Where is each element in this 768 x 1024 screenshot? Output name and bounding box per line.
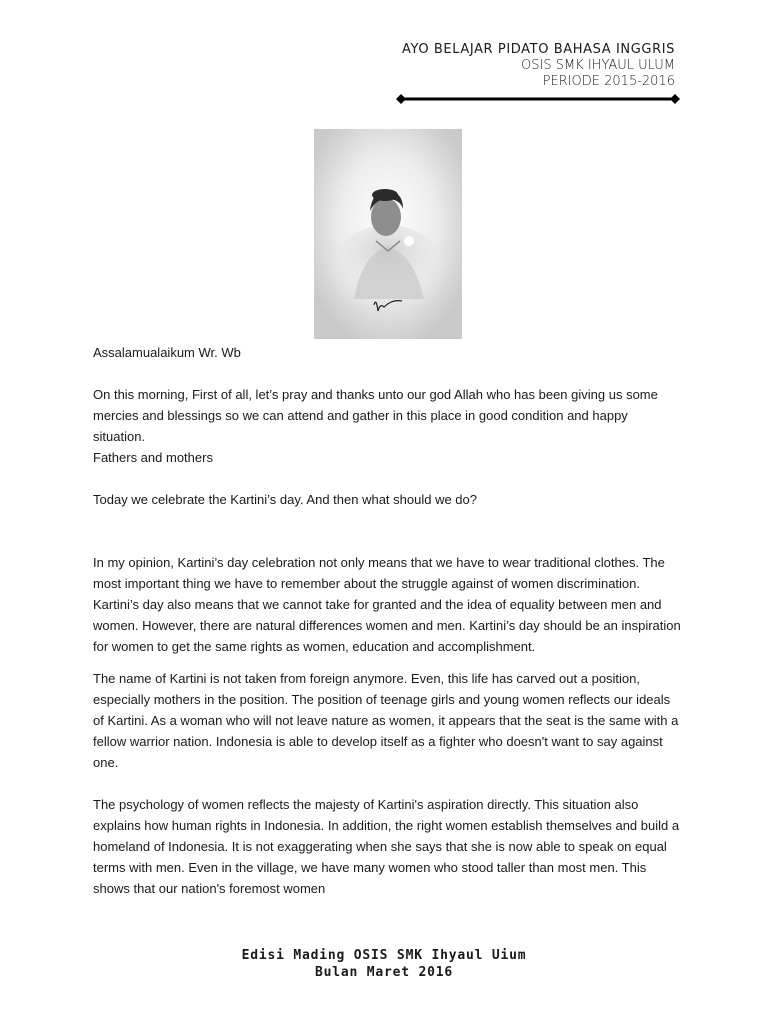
page-header bbox=[402, 42, 675, 90]
header-title: AYO BELAJAR PIDATO BAHASA INGGRIS bbox=[402, 42, 675, 57]
greeting: Assalamualaikum Wr. Wb bbox=[93, 345, 241, 360]
paragraph-address: Fathers and mothers bbox=[93, 450, 213, 465]
footer-edition: Edisi Mading OSIS SMK Ihyaul Uium bbox=[241, 948, 527, 963]
kartini-portrait bbox=[314, 129, 462, 339]
paragraph-opening: On this morning, First of all, let’s pray and thanks unto our god Allah who has been giving us some mercies and blessings so we can attend and gather in this place in good condition and happy situation. bbox=[93, 387, 658, 444]
paragraph-question: Today we celebrate the Kartini’s day. And then what should we do? bbox=[93, 492, 477, 507]
page-footer bbox=[0, 947, 768, 981]
header-organization: OSIS SMK IHYAUL ULUM bbox=[521, 58, 675, 73]
paragraph-psychology: The psychology of women reflects the majesty of Kartini's aspiration directly. This situation also explains how human rights in Indonesia. In addition, the right women establish themselves and build a homeland of Indonesia. It is not exaggerating when she says that she is now able to speak on equal terms with men. Even in the village, we have many women who stood taller than most men. This shows that our nation's foremost women bbox=[93, 797, 680, 896]
paragraph-opinion: In my opinion, Kartini’s day celebration not only means that we have to wear traditional clothes. The most important thing we have to remember about the struggle against of women discrimination. Kartini’s day also means that we cannot take for granted and the idea of equality between men and women. However, there are natural differences women and men. Kartini’s day should be an inspiration for women to get the same rights as women, education and accomplishment. bbox=[93, 555, 681, 654]
paragraph-name: The name of Kartini is not taken from foreign anymore. Even, this life has carved out a position, especially mothers in the position. The position of teenage girls and young women reflects our ideals of Kartini. As a woman who will not leave nature as women, it appears that the seat is the same with a fellow warrior nation. Indonesia is able to develop itself as a fighter who doesn't want to say against one. bbox=[93, 671, 679, 770]
header-divider bbox=[396, 92, 680, 106]
header-period: PERIODE 2015-2016 bbox=[542, 74, 675, 89]
speech-body bbox=[93, 342, 683, 899]
footer-date: Bulan Maret 2016 bbox=[314, 965, 454, 980]
